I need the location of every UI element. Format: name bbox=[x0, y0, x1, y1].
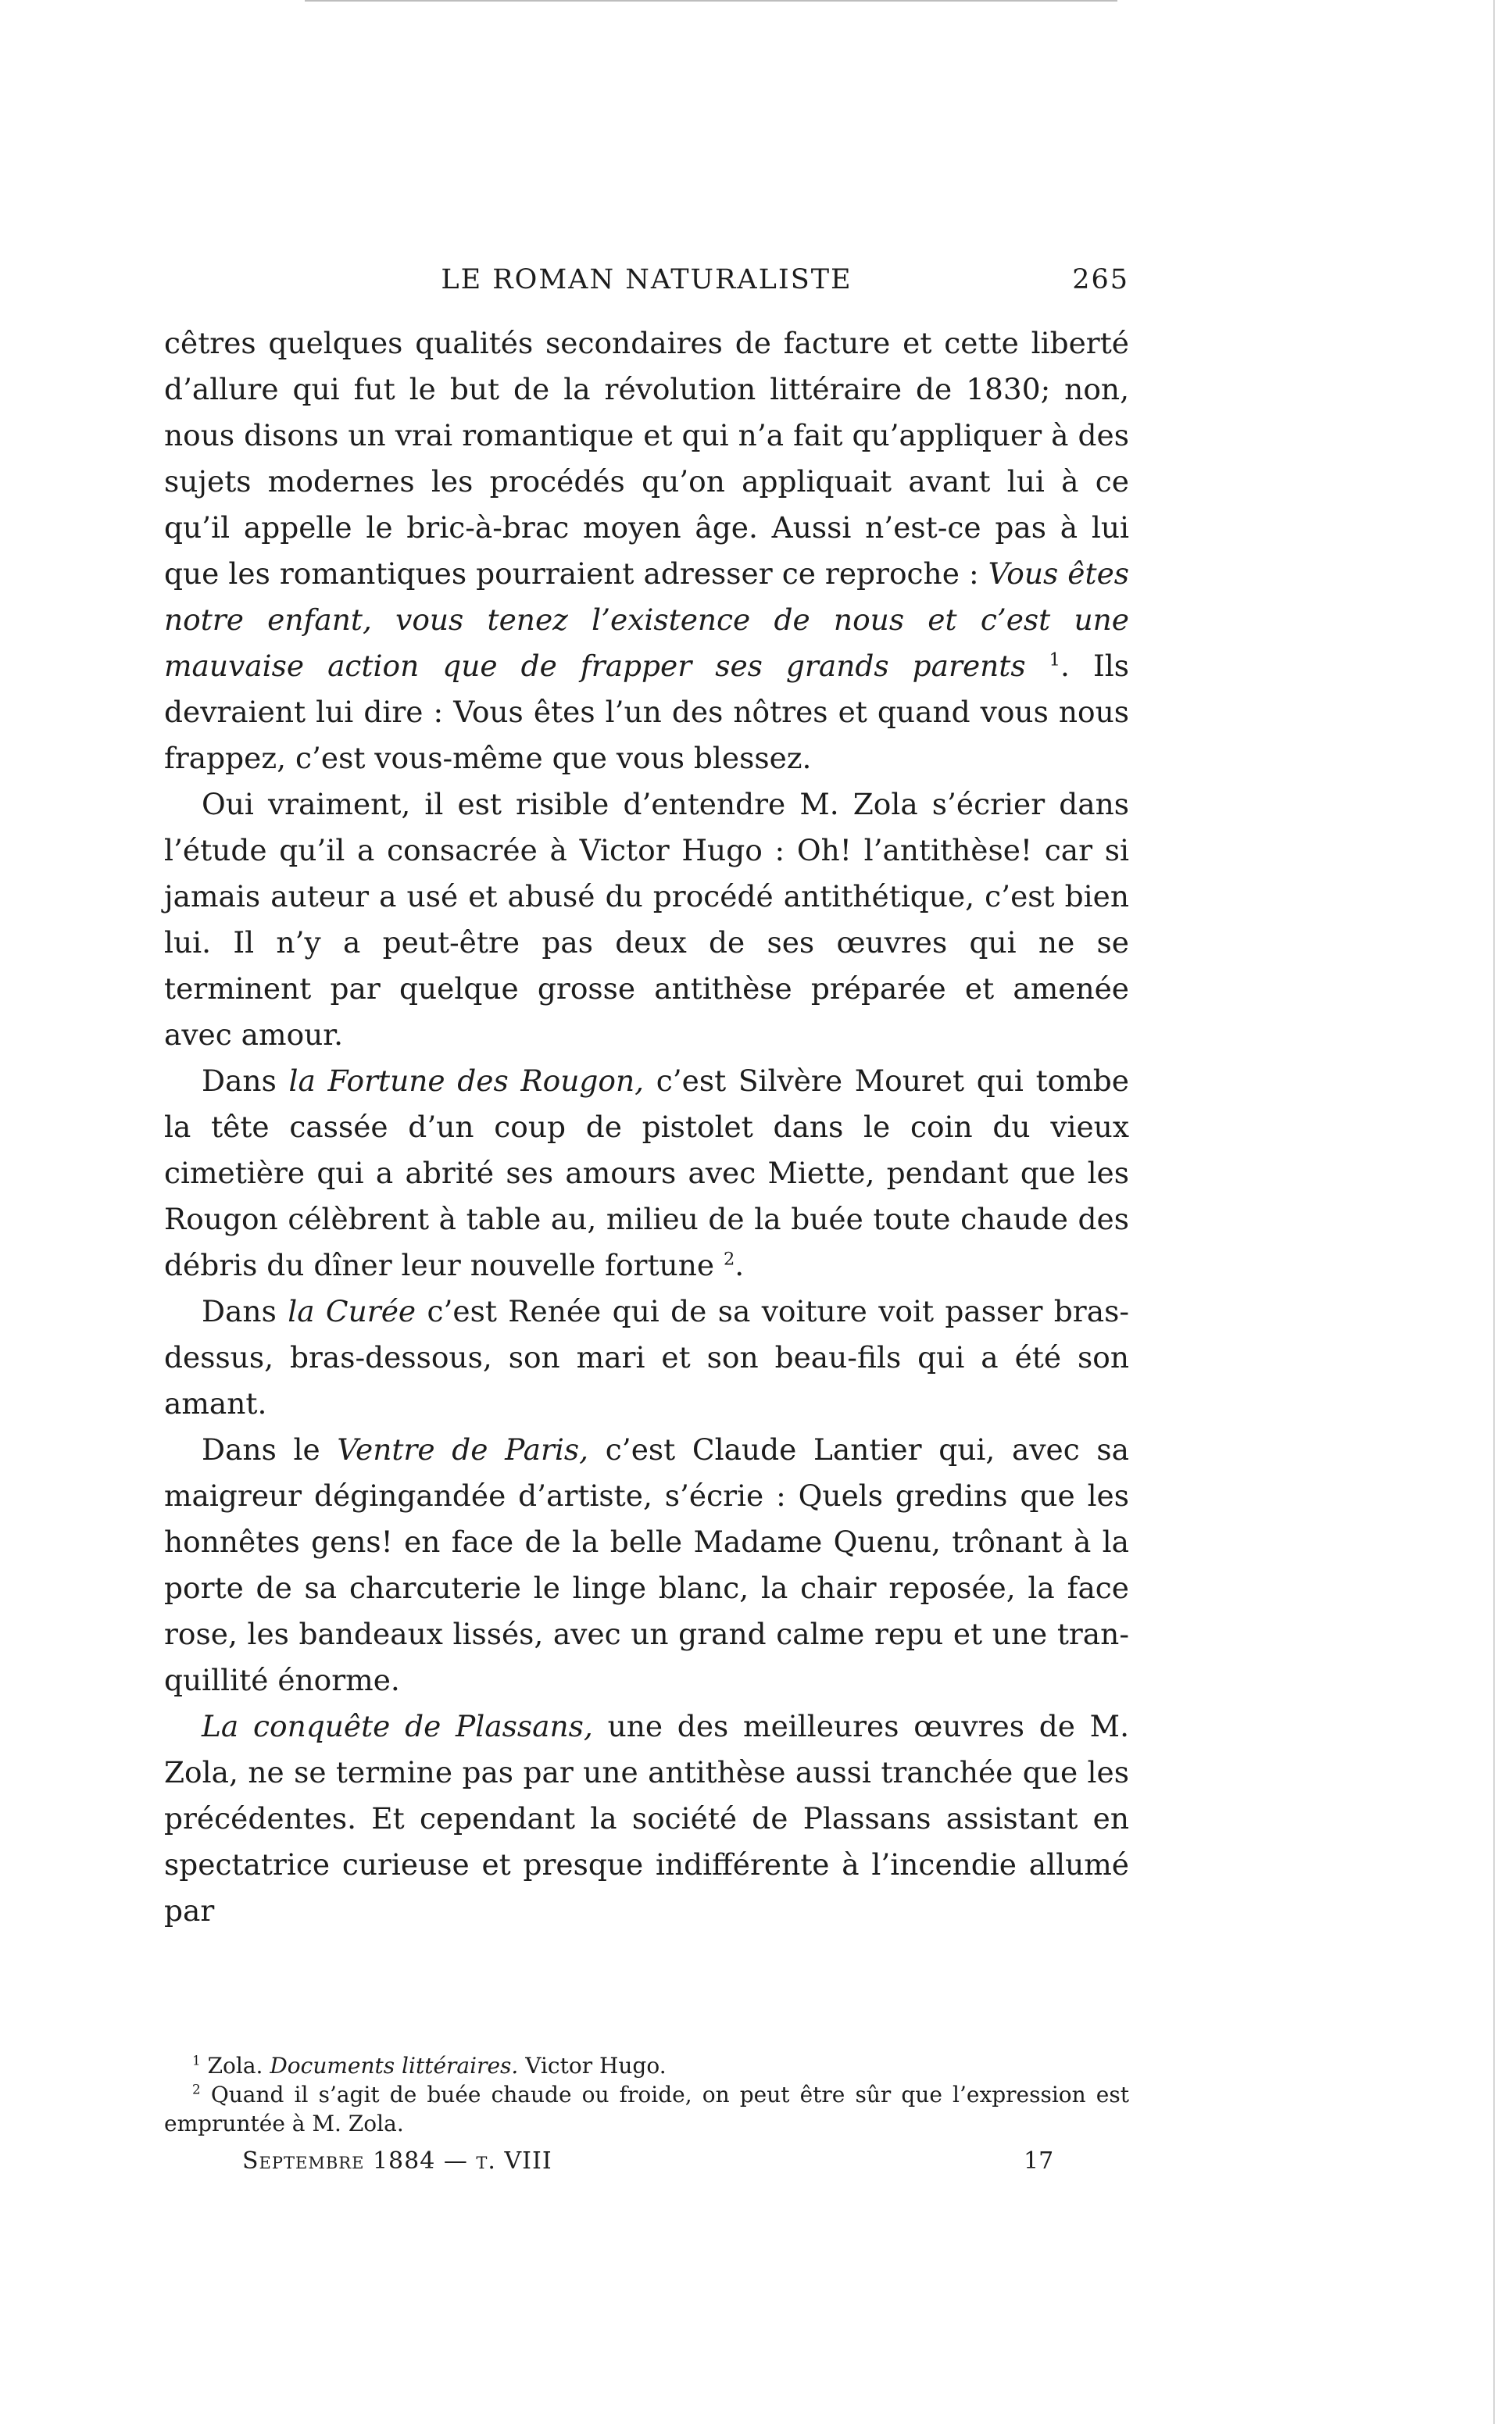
signature-line bbox=[164, 2147, 1129, 2179]
paragraph-4: Dans la Curée c’est Renée qui de sa voiture voit passer brasdessus, bras-dessous, son mari et son beau-fils qui a été son amant. bbox=[164, 1294, 1129, 1421]
footnote-2: $^2$ Quand il s’agit de buée chaude ou froide, on peut être sûr que l’expression est empruntée à M. Zola. bbox=[164, 2081, 1129, 2136]
running-head bbox=[164, 264, 1129, 311]
body-text bbox=[164, 320, 1129, 1934]
paragraph-5: Dans le Ventre de Paris, c’est Claude Lantier qui, avec sa maigreur dégingandée d’artiste, s’écrie : Quels gredins que les honnêtes gens! en face de la belle Madame Quenu, trônant à la porte de sa charcuterie le linge blanc, la chair reposée, la face rose, les bandeaux lissés, avec un grand calme repu et une tranquillité énorme. bbox=[164, 1432, 1129, 1697]
paragraph-3: Dans la Fortune des Rougon, c’est Silvère Mouret qui tombe la tête cassée d’un coup de pistolet dans le coin du vieux cimetière qui a abrité ses amours avec Miette, pendant que les Rougon célèbrent à table au, milieu de la buée toute chaude des débris du dîner leur nouvelle fortune $^2$. bbox=[164, 1064, 1129, 1282]
signature-text: Septembre 1884 — t. VIII bbox=[242, 2147, 552, 2175]
italic-title-conquete: La conquête de Plassans, bbox=[202, 1709, 593, 1743]
footnote-ref-1: 1 bbox=[1049, 649, 1060, 670]
paragraph-2: Oui vraiment, il est risible d’entendre M. Zola s’écrier dans l’étude qu’il a consacrée à Victor Hugo : Oh! l’antithèse! car si jamais auteur a usé et abusé du procédé antithétique, c’est bien lui. Il n’y a peut-être pas deux de ses œuvres qui ne se terminent par quelque grosse antithèse préparée et amenée avec amour. bbox=[164, 787, 1129, 1052]
footnote-ref-2: 2 bbox=[723, 1249, 735, 1270]
paragraph-6: La conquête de Plassans, une des meilleures œuvres de M. Zola, ne se termine pas par une antithèse aussi tranchée que les précédentes. Et cependant la société de Plassans assistant en spectatrice curieuse et presque indifférente à l’incendie allumé par bbox=[164, 1709, 1129, 1928]
book-page bbox=[164, 264, 1129, 2179]
page-number: 265 bbox=[1072, 264, 1129, 295]
running-title: LE ROMAN NATURALISTE bbox=[441, 264, 853, 295]
footnote-1: $^1$ Zola. Documents littéraires. Victor Hugo. bbox=[192, 2052, 667, 2079]
italic-title-ventre: Ventre de Paris, bbox=[337, 1432, 589, 1467]
paragraph-1: cêtres quelques qualités secondaires de facture et cette liberté d’allure qui fut le but de la révolution littéraire de 1830; non, nous disons un vrai romantique et qui n’a fait qu’appliquer à des sujets modernes les procédés qu’on appliquait avant lui à ce qu’il appelle le bric-à-brac moyen âge. Aussi n’est-ce pas à lui que les romantiques pourraient adresser ce reproche : Vous êtes notre enfant, vous tenez l’existence de nous et c’est une mauvaise action que de frapper ses grands parents $^1$. Ils devraient lui dire : Vous êtes l’un des nôtres et quand vous nous frappez, c’est vous-même que vous blessez. bbox=[164, 326, 1129, 775]
italic-title-fortune: la Fortune des Rougon, bbox=[288, 1064, 645, 1098]
signature-number: 17 bbox=[1024, 2147, 1054, 2175]
footnotes bbox=[164, 2051, 1129, 2138]
scan-right-edge bbox=[1493, 0, 1495, 2424]
italic-quote: Vous êtes notre enfant, vous tenez l’existence de nous et c’est une mauvaise action que de frapper ses grands parents bbox=[164, 556, 1129, 683]
italic-title-curee: la Curée bbox=[288, 1294, 416, 1328]
scan-top-rule bbox=[305, 0, 1117, 2]
